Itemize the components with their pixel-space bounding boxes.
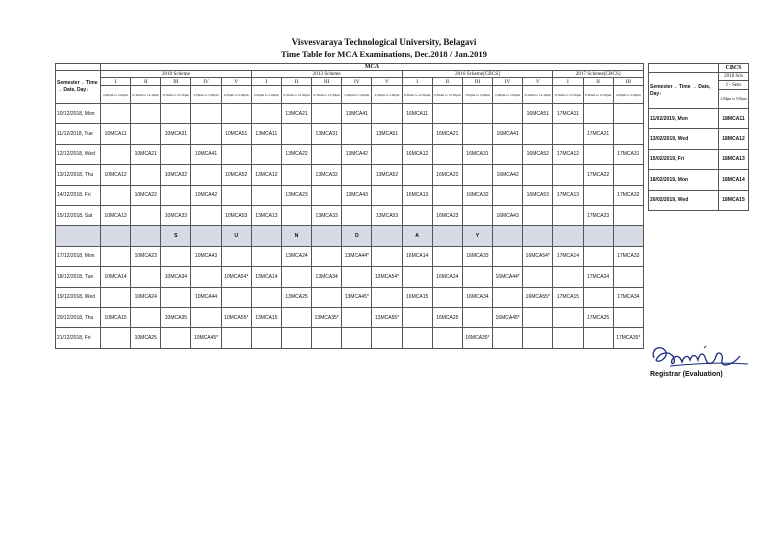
subject-code-cell	[462, 104, 492, 124]
subject-code-cell: 13MCA24	[281, 246, 311, 266]
subject-code-cell	[281, 124, 311, 144]
scheme-header: 2010 Scheme	[101, 71, 252, 78]
subject-code-cell	[613, 124, 643, 144]
row-label-header: Semester→ Time → Date, Day↓	[649, 73, 719, 109]
subject-code-cell: 13MCA45*	[342, 287, 372, 307]
sunday-cell	[583, 226, 613, 246]
subject-code-cell	[161, 104, 191, 124]
subject-code-cell: 10MCA25	[131, 328, 161, 348]
subject-code-cell: 17MCA13	[553, 185, 583, 205]
date-cell: 19/12/2018, Wed	[56, 287, 101, 307]
subject-code-cell	[432, 144, 462, 164]
subject-code-cell	[372, 287, 402, 307]
sunday-cell	[432, 226, 462, 246]
subject-code-cell	[402, 328, 432, 348]
subject-code-cell	[281, 205, 311, 225]
subject-code-cell: 10MCA45*	[191, 328, 221, 348]
subject-code-cell	[553, 267, 583, 287]
semester-header: III	[312, 78, 342, 86]
subject-code-cell	[101, 185, 131, 205]
time-header: 9.30am to 12.30pm	[402, 86, 432, 104]
subject-code-cell: 10MCA15	[101, 307, 131, 327]
subject-code-cell	[523, 124, 553, 144]
semester-header: II	[432, 78, 462, 86]
subject-code-cell	[432, 287, 462, 307]
semester-header: II	[131, 78, 161, 86]
subject-code-cell	[312, 144, 342, 164]
subject-code-cell: 18MCA12	[719, 129, 749, 149]
subject-code-cell	[312, 104, 342, 124]
subject-code-cell	[281, 267, 311, 287]
date-cell: 13/12/2018, Thu	[56, 165, 101, 185]
subject-code-cell: 16MCA31	[462, 144, 492, 164]
time-header: 9.30am to 12.30pm	[553, 86, 583, 104]
subject-code-cell: 10MCA31	[161, 124, 191, 144]
subject-code-cell	[493, 287, 523, 307]
subject-code-cell	[191, 267, 221, 287]
subject-code-cell: 10MCA22	[131, 185, 161, 205]
subject-code-cell	[342, 328, 372, 348]
subject-code-cell: 13MCA13	[251, 205, 281, 225]
scheme-header: 2013 Scheme	[251, 71, 402, 78]
subject-code-cell	[101, 246, 131, 266]
subject-code-cell: 16MCA13	[402, 185, 432, 205]
subject-code-cell	[402, 307, 432, 327]
subject-code-cell	[281, 165, 311, 185]
time-header: 2.00pm to 5.00pm	[191, 86, 221, 104]
subject-code-cell: 16MCA34	[462, 287, 492, 307]
subject-code-cell	[161, 328, 191, 348]
date-cell: 13/02/2019, Wed	[649, 129, 719, 149]
sunday-cell	[131, 226, 161, 246]
subject-code-cell: 10MCA51	[221, 124, 251, 144]
subject-code-cell	[372, 328, 402, 348]
subject-code-cell	[402, 124, 432, 144]
subject-code-cell: 16MCA41	[493, 124, 523, 144]
date-cell: 15/12/2018, Sat	[56, 205, 101, 225]
subject-code-cell	[402, 267, 432, 287]
subject-code-cell: 10MCA42	[191, 185, 221, 205]
subject-code-cell: 13MCA22	[281, 144, 311, 164]
subject-code-cell: 16MCA21	[432, 124, 462, 144]
sunday-letter: N	[281, 226, 311, 246]
subject-code-cell: 10MCA54*	[221, 267, 251, 287]
subject-code-cell	[101, 328, 131, 348]
subject-code-cell	[553, 328, 583, 348]
subject-code-cell	[221, 287, 251, 307]
subject-code-cell	[101, 104, 131, 124]
subject-code-cell: 10MCA43	[191, 246, 221, 266]
subject-code-cell: 13MCA51	[372, 124, 402, 144]
subject-code-cell	[553, 124, 583, 144]
subject-code-cell	[251, 185, 281, 205]
subject-code-cell	[251, 144, 281, 164]
subject-code-cell: 13MCA14	[251, 267, 281, 287]
subject-code-cell	[312, 328, 342, 348]
semester-header: IV	[493, 78, 523, 86]
date-cell: 21/12/2018, Fri	[56, 328, 101, 348]
subject-code-cell	[312, 246, 342, 266]
subject-code-cell: 13MCA54*	[372, 267, 402, 287]
subject-code-cell	[493, 185, 523, 205]
subject-code-cell: 17MCA23	[583, 205, 613, 225]
subject-code-cell: 10MCA44	[191, 287, 221, 307]
subject-code-cell: 16MCA25	[432, 307, 462, 327]
side-timetable	[648, 63, 749, 211]
sunday-cell	[493, 226, 523, 246]
registrar-label: Registrar (Evaluation)	[650, 371, 723, 378]
subject-code-cell: 10MCA24	[131, 287, 161, 307]
time-header: 2.00pm to 5.00pm	[462, 86, 492, 104]
subject-code-cell: 10MCA33	[161, 205, 191, 225]
subject-code-cell	[462, 165, 492, 185]
subject-code-cell: 17MCA14	[553, 246, 583, 266]
time-header: 2.00pm to 5.00pm	[493, 86, 523, 104]
semester-header: IV	[342, 78, 372, 86]
sunday-cell	[251, 226, 281, 246]
subject-code-cell	[583, 104, 613, 124]
subject-code-cell: 16MCA12	[402, 144, 432, 164]
subject-code-cell	[191, 205, 221, 225]
subject-code-cell	[523, 205, 553, 225]
subject-code-cell: 10MCA32	[161, 165, 191, 185]
sunday-letter: S	[161, 226, 191, 246]
subject-code-cell	[312, 287, 342, 307]
subject-code-cell: 16MCA35*	[462, 328, 492, 348]
sunday-cell	[191, 226, 221, 246]
subject-code-cell: 17MCA25	[583, 307, 613, 327]
subject-code-cell	[131, 165, 161, 185]
semester-header: II	[583, 78, 613, 86]
sunday-cell	[372, 226, 402, 246]
subject-code-cell: 17MCA11	[553, 104, 583, 124]
subject-code-cell	[251, 287, 281, 307]
semester-header: I	[402, 78, 432, 86]
subject-code-cell	[432, 104, 462, 124]
subject-code-cell	[191, 307, 221, 327]
cbcs-header: CBCS	[719, 64, 749, 73]
row-label-header: Semester→ Time → Date, Day↓	[56, 71, 101, 104]
subject-code-cell: 10MCA41	[191, 144, 221, 164]
time-header: 9.30am to 12.30pm	[432, 86, 462, 104]
scheme-header: 2018 Sch	[719, 73, 749, 81]
subject-code-cell: 17MCA31	[613, 144, 643, 164]
subject-code-cell	[493, 104, 523, 124]
subject-code-cell: 17MCA34	[613, 287, 643, 307]
subject-code-cell	[251, 104, 281, 124]
date-cell: 20/02/2019, Wed	[649, 190, 719, 210]
subject-code-cell: 17MCA33	[613, 246, 643, 266]
subject-code-cell	[523, 267, 553, 287]
time-header: 2.00pm to 5.00pm	[342, 86, 372, 104]
subject-code-cell: 16MCA42	[493, 165, 523, 185]
subject-code-cell	[583, 328, 613, 348]
subject-code-cell: 17MCA32	[613, 185, 643, 205]
subject-code-cell	[583, 287, 613, 307]
subject-code-cell: 13MCA34	[312, 267, 342, 287]
main-timetable	[55, 63, 644, 349]
subject-code-cell: 13MCA41	[342, 104, 372, 124]
subject-code-cell: 10MCA11	[101, 124, 131, 144]
subject-code-cell: 10MCA13	[101, 205, 131, 225]
subject-code-cell: 16MCA14	[402, 246, 432, 266]
subject-code-cell	[462, 205, 492, 225]
subject-code-cell	[493, 328, 523, 348]
date-cell: 12/12/2018, Wed	[56, 144, 101, 164]
date-cell: 15/02/2019, Fri	[649, 149, 719, 169]
time-header: 9.30am to 12.30pm	[281, 86, 311, 104]
subject-code-cell: 13MCA44*	[342, 246, 372, 266]
sunday-letter: Y	[462, 226, 492, 246]
scheme-header: 2017 Scheme[CBCS]	[553, 71, 644, 78]
subject-code-cell: 10MCA34	[161, 267, 191, 287]
subject-code-cell	[493, 144, 523, 164]
sunday-label-cell	[56, 226, 101, 246]
sunday-cell	[101, 226, 131, 246]
subject-code-cell: 10MCA53	[221, 205, 251, 225]
subject-code-cell	[372, 185, 402, 205]
subject-code-cell	[221, 328, 251, 348]
subject-code-cell: 17MCA22	[583, 165, 613, 185]
time-header: 2.00pm to 5.00pm	[251, 86, 281, 104]
subject-code-cell: 16MCA11	[402, 104, 432, 124]
subject-code-cell: 13MCA35*	[312, 307, 342, 327]
semester-header: V	[372, 78, 402, 86]
subject-code-cell: 10MCA52	[221, 165, 251, 185]
subject-code-cell	[342, 307, 372, 327]
subject-code-cell	[402, 205, 432, 225]
subject-code-cell	[462, 124, 492, 144]
date-cell: 18/12/2018, Tue	[56, 267, 101, 287]
semester-header: III	[613, 78, 643, 86]
subject-code-cell: 18MCA13	[719, 149, 749, 169]
subject-code-cell	[342, 165, 372, 185]
subject-code-cell	[281, 328, 311, 348]
subject-code-cell: 13MCA11	[251, 124, 281, 144]
mca-header: MCA	[101, 64, 644, 71]
subject-code-cell: 10MCA55*	[221, 307, 251, 327]
semester-header: V	[523, 78, 553, 86]
semester-header: I - Sem	[719, 81, 749, 90]
blank-header-cell	[649, 64, 719, 73]
subject-code-cell	[251, 328, 281, 348]
subject-code-cell	[101, 287, 131, 307]
semester-header: III	[161, 78, 191, 86]
subject-code-cell: 16MCA45*	[493, 307, 523, 327]
subject-code-cell	[342, 267, 372, 287]
subject-code-cell	[372, 144, 402, 164]
time-header: 9.30am to 12.30pm	[583, 86, 613, 104]
time-header: 2.00pm to 5.00pm	[719, 90, 749, 109]
subject-code-cell	[523, 165, 553, 185]
subject-code-cell: 18MCA14	[719, 170, 749, 190]
subject-code-cell: 10MCA14	[101, 267, 131, 287]
subject-code-cell	[342, 124, 372, 144]
sunday-cell	[553, 226, 583, 246]
subject-code-cell	[402, 165, 432, 185]
scheme-header: 2016 Scheme[CBCS]	[402, 71, 553, 78]
subject-code-cell	[131, 124, 161, 144]
subject-code-cell: 13MCA12	[251, 165, 281, 185]
subject-code-cell	[372, 104, 402, 124]
semester-header: V	[221, 78, 251, 86]
subject-code-cell	[221, 144, 251, 164]
subject-code-cell: 13MCA25	[281, 287, 311, 307]
subject-code-cell: 18MCA11	[719, 109, 749, 129]
sunday-cell	[312, 226, 342, 246]
semester-header: I	[553, 78, 583, 86]
date-cell: 14/12/2018, Fri	[56, 185, 101, 205]
sunday-letter: U	[221, 226, 251, 246]
blank-header-cell	[56, 64, 101, 71]
subject-code-cell	[251, 246, 281, 266]
subject-code-cell: 13MCA53	[372, 205, 402, 225]
subject-code-cell	[131, 307, 161, 327]
subject-code-cell: 17MCA21	[583, 124, 613, 144]
subject-code-cell: 13MCA42	[342, 144, 372, 164]
subject-code-cell	[432, 328, 462, 348]
subject-code-cell	[131, 205, 161, 225]
subject-code-cell: 16MCA33	[462, 246, 492, 266]
subject-code-cell	[523, 328, 553, 348]
subject-code-cell: 16MCA51	[523, 104, 553, 124]
subject-code-cell	[191, 124, 221, 144]
subject-code-cell	[462, 307, 492, 327]
subject-code-cell	[583, 246, 613, 266]
subject-code-cell: 13MCA23	[281, 185, 311, 205]
university-title: Visvesvaraya Technological University, Belagavi	[291, 37, 477, 47]
subject-code-cell	[553, 165, 583, 185]
subject-code-cell	[553, 205, 583, 225]
time-header: 2.00pm to 5.00pm	[221, 86, 251, 104]
semester-header: II	[281, 78, 311, 86]
subject-code-cell	[131, 104, 161, 124]
subject-code-cell	[342, 205, 372, 225]
semester-header: III	[462, 78, 492, 86]
subject-code-cell	[221, 104, 251, 124]
subject-code-cell	[161, 287, 191, 307]
subject-code-cell	[523, 307, 553, 327]
subject-code-cell: 16MCA22	[432, 165, 462, 185]
date-cell: 20/12/2018, Thu	[56, 307, 101, 327]
semester-header: I	[101, 78, 131, 86]
subject-code-cell	[161, 185, 191, 205]
date-cell: 17/12/2018, Mon	[56, 246, 101, 266]
subject-code-cell: 13MCA33	[312, 205, 342, 225]
subject-code-cell: 17MCA24	[583, 267, 613, 287]
subject-code-cell: 17MCA12	[553, 144, 583, 164]
subject-code-cell	[583, 185, 613, 205]
subject-code-cell: 17MCA15	[553, 287, 583, 307]
subject-code-cell: 13MCA32	[312, 165, 342, 185]
sunday-letter: A	[402, 226, 432, 246]
subject-code-cell: 16MCA53	[523, 185, 553, 205]
time-header: 9.30am to 12.30pm	[312, 86, 342, 104]
subject-code-cell	[161, 246, 191, 266]
subject-code-cell: 16MCA43	[493, 205, 523, 225]
subject-code-cell: 10MCA35	[161, 307, 191, 327]
subject-code-cell	[191, 165, 221, 185]
subject-code-cell: 17MCA35*	[613, 328, 643, 348]
subject-code-cell	[372, 246, 402, 266]
subject-code-cell: 13MCA31	[312, 124, 342, 144]
time-header: 9.30am to 12.30pm	[161, 86, 191, 104]
date-cell: 11/02/2019, Mon	[649, 109, 719, 129]
date-cell: 18/02/2019, Mon	[649, 170, 719, 190]
time-header: 2.00pm to 5.00pm	[613, 86, 643, 104]
time-header: 9.30am to 12.30pm	[131, 86, 161, 104]
subject-code-cell	[432, 185, 462, 205]
subject-code-cell	[432, 246, 462, 266]
subject-code-cell: 16MCA44*	[493, 267, 523, 287]
subject-code-cell: 18MCA15	[719, 190, 749, 210]
time-header: 2.00pm to 5.00pm	[101, 86, 131, 104]
subject-code-cell	[613, 165, 643, 185]
subject-code-cell: 13MCA21	[281, 104, 311, 124]
subject-code-cell	[312, 185, 342, 205]
date-cell: 10/12/2018, Mon	[56, 104, 101, 124]
subject-code-cell: 16MCA24	[432, 267, 462, 287]
subject-code-cell: 16MCA15	[402, 287, 432, 307]
subject-code-cell	[613, 205, 643, 225]
subject-code-cell	[583, 144, 613, 164]
subject-code-cell: 16MCA23	[432, 205, 462, 225]
date-cell: 11/12/2018, Tue	[56, 124, 101, 144]
time-header: 2.00pm to 5.00pm	[372, 86, 402, 104]
timetable-title: Time Table for MCA Examinations, Dec.2018 / Jan.2019	[281, 49, 487, 59]
subject-code-cell: 16MCA54*	[523, 246, 553, 266]
subject-code-cell: 16MCA55*	[523, 287, 553, 307]
subject-code-cell: 10MCA23	[131, 246, 161, 266]
subject-code-cell	[131, 267, 161, 287]
subject-code-cell: 10MCA12	[101, 165, 131, 185]
subject-code-cell: 16MCA32	[462, 185, 492, 205]
subject-code-cell	[221, 246, 251, 266]
subject-code-cell: 16MCA52	[523, 144, 553, 164]
subject-code-cell	[221, 185, 251, 205]
subject-code-cell: 13MCA15	[251, 307, 281, 327]
subject-code-cell: 13MCA55*	[372, 307, 402, 327]
subject-code-cell	[101, 144, 131, 164]
subject-code-cell: 10MCA21	[131, 144, 161, 164]
subject-code-cell	[493, 246, 523, 266]
semester-header: IV	[191, 78, 221, 86]
sunday-cell	[523, 226, 553, 246]
subject-code-cell	[161, 144, 191, 164]
subject-code-cell	[191, 104, 221, 124]
time-header: 9.30am to 12.30pm	[523, 86, 553, 104]
semester-header: I	[251, 78, 281, 86]
subject-code-cell	[613, 104, 643, 124]
subject-code-cell: 13MCA43	[342, 185, 372, 205]
subject-code-cell	[462, 267, 492, 287]
subject-code-cell: 13MCA52	[372, 165, 402, 185]
subject-code-cell	[553, 307, 583, 327]
subject-code-cell	[613, 267, 643, 287]
subject-code-cell	[613, 307, 643, 327]
sunday-cell	[613, 226, 643, 246]
subject-code-cell	[281, 307, 311, 327]
sunday-letter: D	[342, 226, 372, 246]
